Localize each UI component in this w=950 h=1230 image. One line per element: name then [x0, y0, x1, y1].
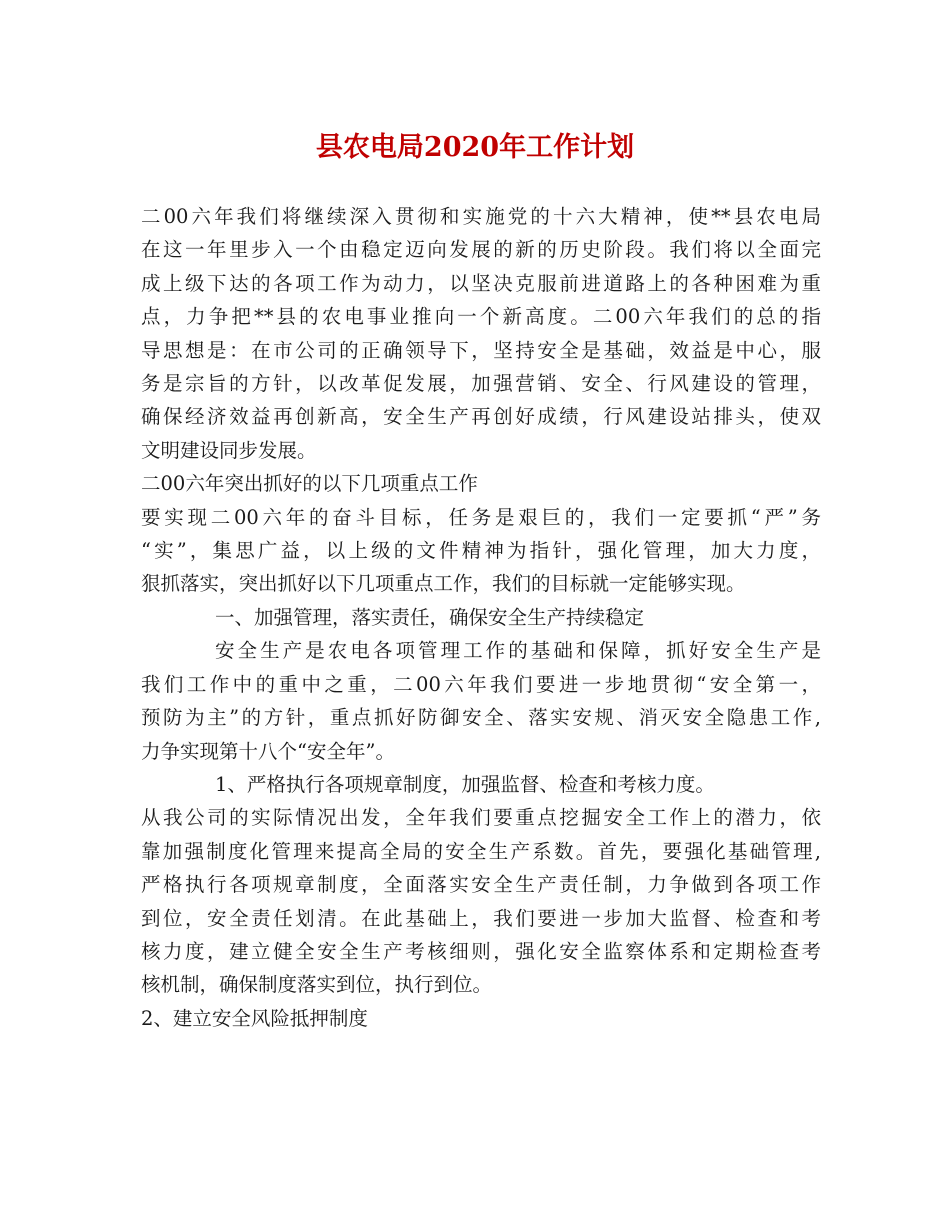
text-line: 点，力争把**县的农电事业推向一个新高度。二00六年我们的总的指: [141, 305, 821, 329]
text-line: 2、建立安全风险抵押制度: [141, 1006, 368, 1030]
text-line: 核机制，确保制度落实到位，执行到位。: [141, 973, 493, 997]
paragraph-intro: [141, 200, 821, 467]
text-line: 务是宗旨的方针，以改革促发展，加强营销、安全、行风建设的管理，: [141, 372, 821, 396]
subheading-rules: [141, 768, 821, 801]
section-heading-safety: [141, 601, 821, 634]
subheading-risk-deposit: [141, 1002, 821, 1035]
text-line: 二00六年我们将继续深入贯彻和实施党的十六大精神，使**县农电局: [141, 205, 821, 228]
paragraph-rules: [141, 801, 821, 1001]
text-line: 狠抓落实，突出抓好以下几项重点工作，我们的目标就一定能够实现。: [141, 572, 746, 596]
text-line: 严格执行各项规章制度，全面落实安全生产责任制，力争做到各项工作: [141, 873, 821, 897]
text-line: 从我公司的实际情况出发，全年我们要重点挖掘安全工作上的潜力，依: [141, 806, 821, 830]
text-line: 确保经济效益再创新高，安全生产再创好成绩，行风建设站排头，使双: [141, 405, 821, 429]
document-title: 县农电局2020年工作计划: [315, 132, 635, 163]
text-line: 到位，安全责任划清。在此基础上，我们要进一步加大监督、检查和考: [141, 906, 821, 930]
text-line: 二00六年突出抓好的以下几项重点工作: [141, 472, 478, 496]
text-line: 预防为主”的方针，重点抓好防御安全、落实安规、消灭安全隐患工作,: [141, 706, 821, 730]
text-line: 文明建设同步发展。: [141, 438, 317, 462]
text-line: 成上级下达的各项工作为动力，以坚决克服前进道路上的各种困难为重: [141, 271, 821, 295]
text-line: 一、加强管理，落实责任，确保安全生产持续稳定: [215, 605, 645, 629]
paragraph-safety: [141, 634, 821, 768]
text-line: 要实现二00六年的奋斗目标，任务是艰巨的，我们一定要抓“严”务: [141, 505, 821, 529]
text-line: 力争实现第十八个“安全年”。: [141, 739, 395, 763]
section-heading-key-tasks: [141, 467, 821, 500]
text-line: 核力度，建立健全安全生产考核细则，强化安全监察体系和定期检查考: [141, 939, 821, 963]
text-line: 安全生产是农电各项管理工作的基础和保障，抓好安全生产是: [215, 639, 821, 663]
paragraph-goals: [141, 501, 821, 601]
text-line: 我们工作中的重中之重，二00六年我们要进一步地贯彻“安全第一，: [141, 672, 821, 696]
document-body: [141, 200, 821, 1035]
text-line: 靠加强制度化管理来提高全局的安全生产系数。首先，要强化基础管理,: [141, 839, 821, 863]
text-line: 1、严格执行各项规章制度，加强监督、检查和考核力度。: [215, 772, 715, 796]
text-line: 导思想是：在市公司的正确领导下，坚持安全是基础，效益是中心，服: [141, 338, 821, 362]
text-line: 在这一年里步入一个由稳定迈向发展的新的历史阶段。我们将以全面完: [141, 238, 821, 262]
text-line: “实”，集思广益，以上级的文件精神为指针，强化管理，加大力度，: [141, 539, 821, 563]
